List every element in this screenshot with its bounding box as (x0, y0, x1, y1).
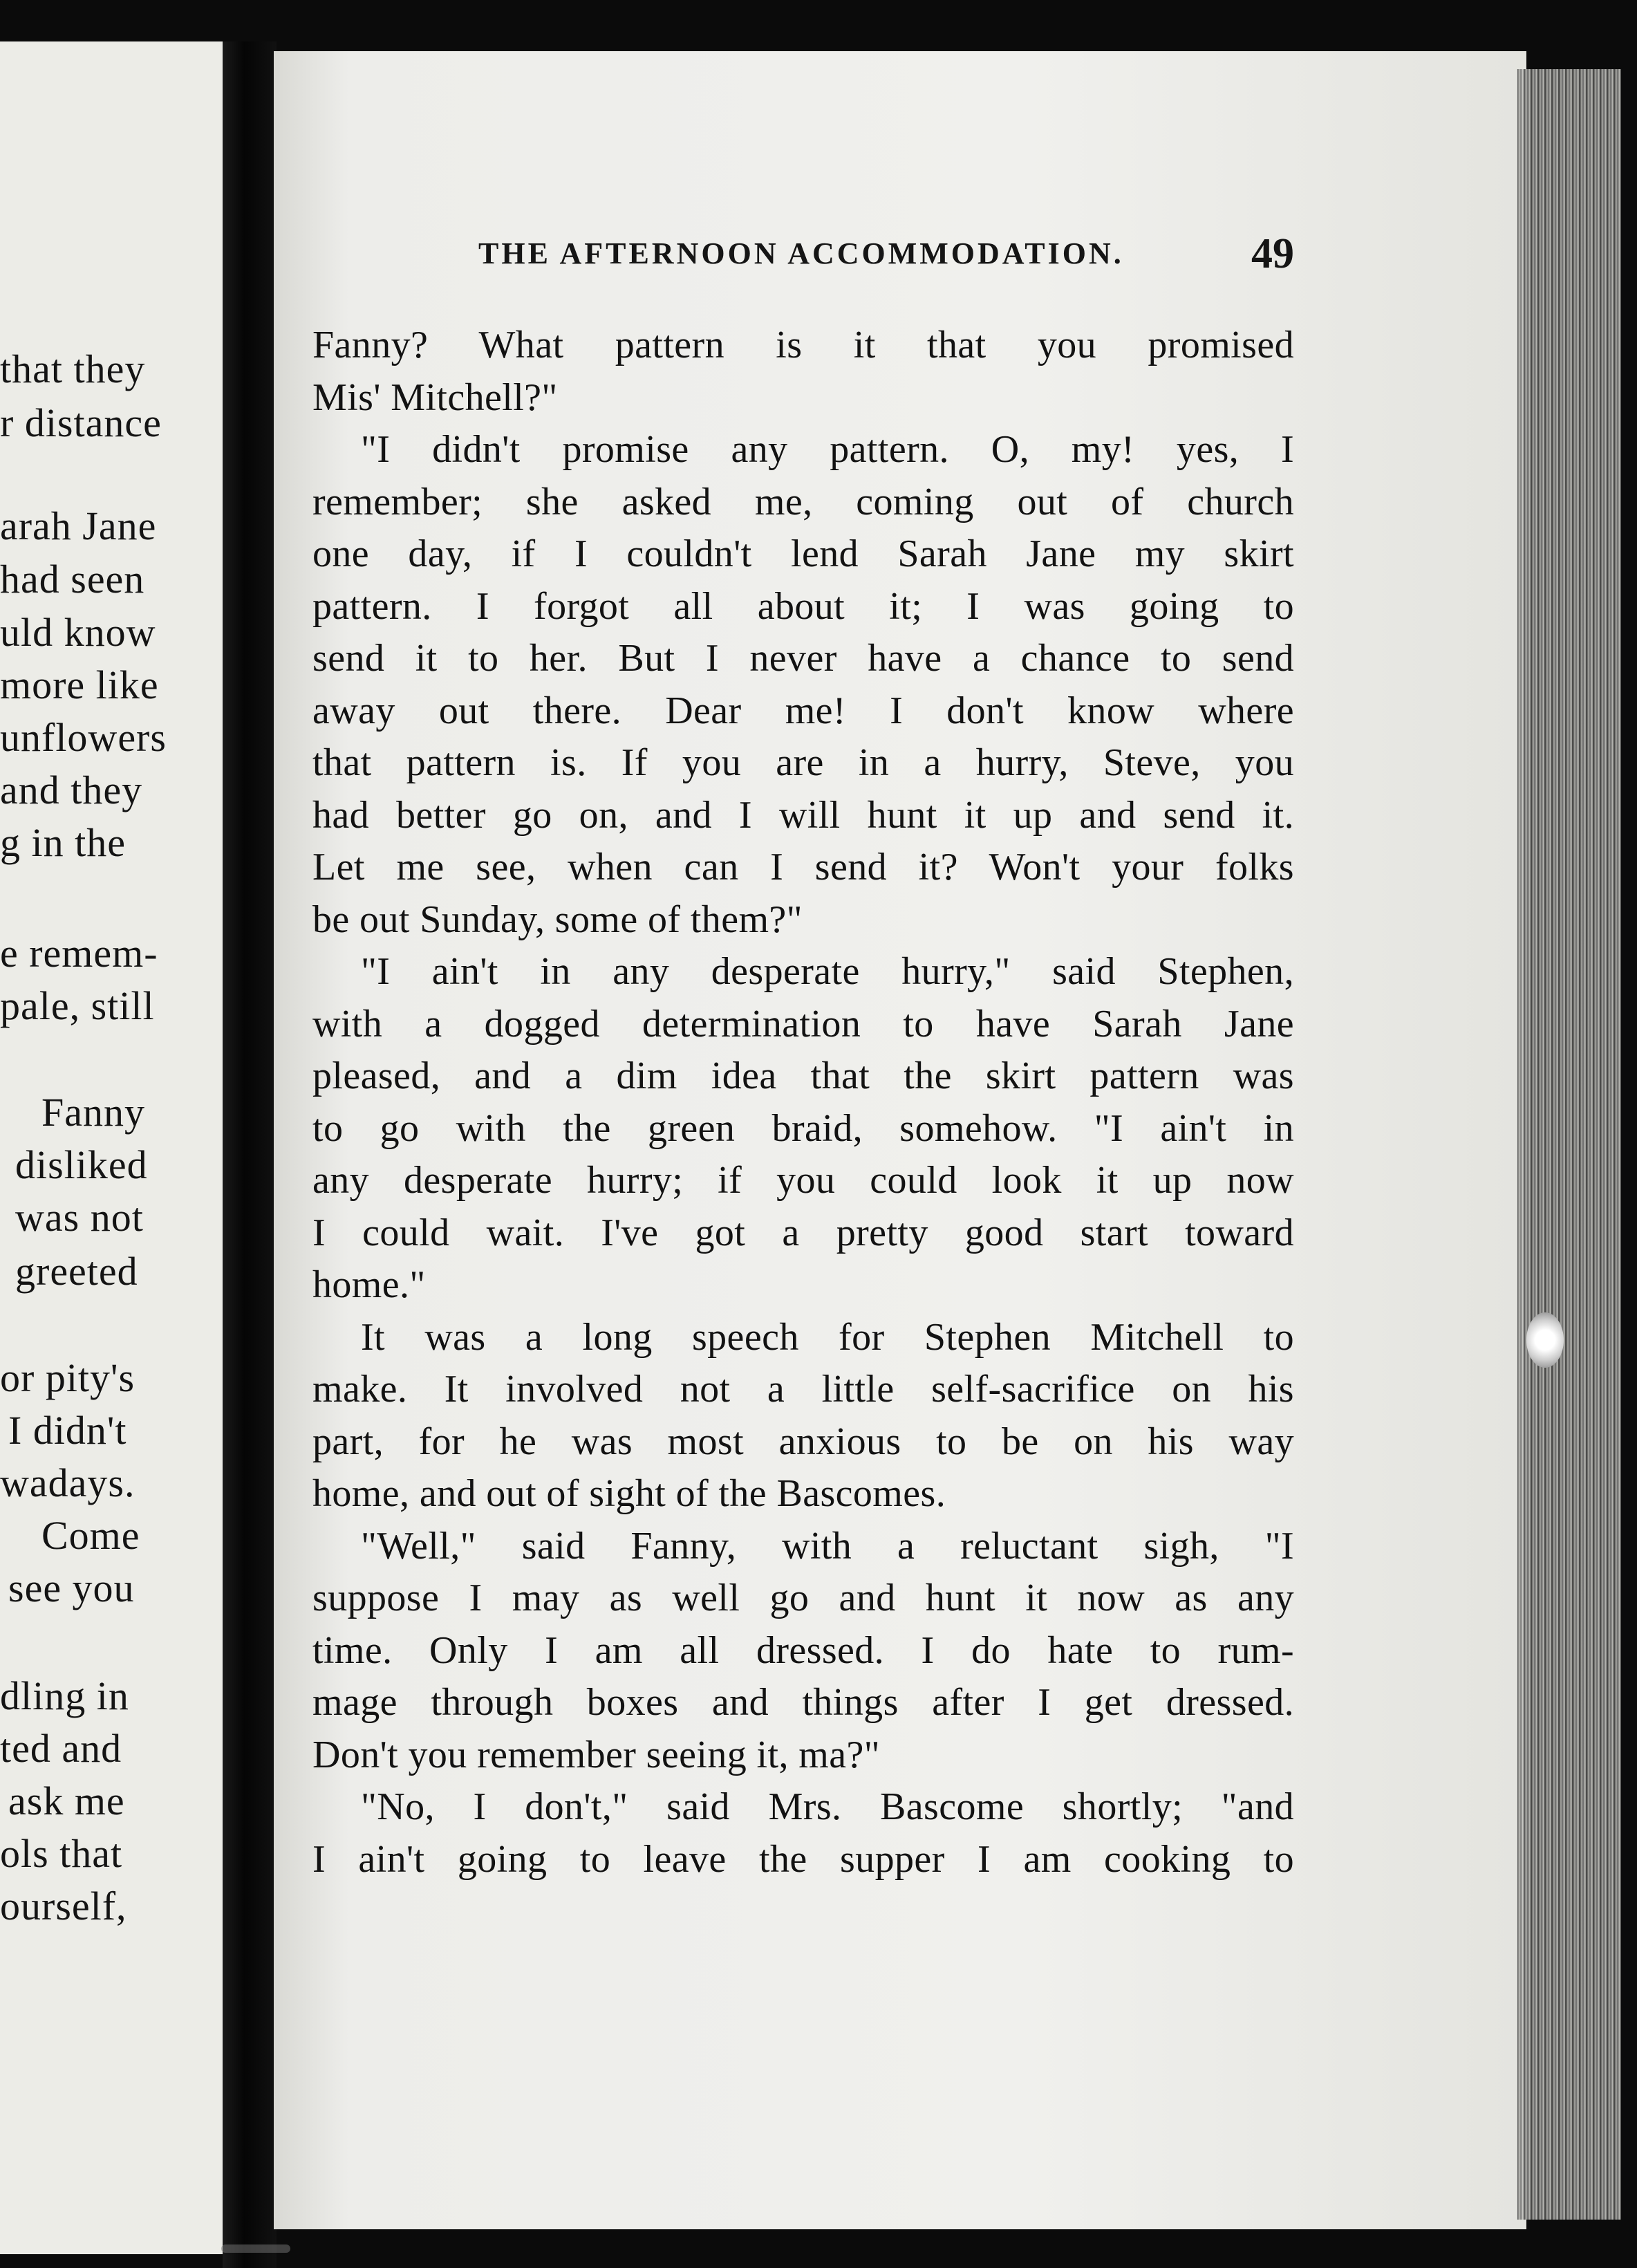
page-edges (1517, 69, 1621, 2220)
text-line: one day, if I couldn't lend Sarah Jane my skirt (312, 532, 1294, 575)
text-line: mage through boxes and things after I get dressed. (312, 1681, 1294, 1724)
left-page-line: ourself, (0, 1884, 127, 1928)
previous-page (0, 41, 228, 2254)
left-page-line: more like (0, 662, 159, 707)
text-line: send it to her. But I never have a chance to send (312, 637, 1294, 680)
left-page-line: Fanny (41, 1090, 145, 1135)
edge-mark (1526, 1312, 1564, 1368)
text-line: that pattern is. If you are in a hurry, Steve, you (312, 741, 1294, 784)
text-line: suppose I may as well go and hunt it now as any (312, 1577, 1294, 1619)
left-page-line: greeted (15, 1249, 138, 1294)
page-number: 49 (1251, 230, 1294, 277)
text-line: home." (312, 1263, 426, 1306)
text-line: with a dogged determination to have Sarah Jane (312, 1002, 1294, 1045)
text-line: Mis' Mitchell?" (312, 375, 558, 419)
left-page-line: disliked (15, 1142, 148, 1187)
book-gutter (223, 41, 277, 2268)
left-page-line: was not (15, 1195, 144, 1240)
text-line: be out Sunday, some of them?" (312, 898, 803, 941)
left-page-line: uld know (0, 610, 156, 655)
text-line: make. It involved not a little self-sacrifice on his (312, 1368, 1294, 1411)
paragraph-start: "No, I don't," said Mrs. Bascome shortly; "and (361, 1785, 1294, 1828)
left-page-line: Come (41, 1513, 140, 1558)
left-page-line: ols that (0, 1831, 123, 1876)
paragraph-start: "Well," said Fanny, with a reluctant sigh, "I (361, 1524, 1294, 1568)
left-page-line: had seen (0, 557, 145, 602)
text-line: any desperate hurry; if you could look it up now (312, 1159, 1294, 1202)
left-page-line: or pity's (0, 1355, 135, 1400)
scan-artifact (221, 2244, 290, 2253)
left-page-line: wadays. (0, 1460, 135, 1505)
paragraph-start: "I ain't in any desperate hurry," said Stephen, (361, 950, 1294, 993)
text-line: Let me see, when can I send it? Won't your folks (312, 846, 1294, 889)
text-line: away out there. Dear me! I don't know where (312, 689, 1294, 732)
text-line: time. Only I am all dressed. I do hate to rum- (312, 1628, 1294, 1672)
paragraph-start: "I didn't promise any pattern. O, my! yes, I (361, 428, 1294, 471)
text-line: home, and out of sight of the Bascomes. (312, 1472, 946, 1515)
left-page-line: arah Jane (0, 503, 157, 548)
body-text (312, 319, 1294, 1886)
text-line: Don't you remember seeing it, ma?" (312, 1733, 880, 1776)
text-line: part, for he was most anxious to be on his way (312, 1420, 1294, 1463)
running-head (478, 225, 1294, 275)
left-page-line: see you (8, 1565, 135, 1610)
left-page-line: dling in (0, 1673, 129, 1718)
text-line: had better go on, and I will hunt it up and send it. (312, 793, 1294, 837)
text-line: I could wait. I've got a pretty good start toward (312, 1211, 1294, 1254)
text-line: I ain't going to leave the supper I am cooking to (312, 1837, 1294, 1881)
left-page-line: that they (0, 346, 146, 391)
left-page-line: pale, still (0, 983, 155, 1028)
text-line: to go with the green braid, somehow. "I ain't in (312, 1106, 1294, 1150)
text-line: remember; she asked me, coming out of church (312, 480, 1294, 523)
text-line: pattern. I forgot all about it; I was going to (312, 584, 1294, 628)
left-page-line: and they (0, 768, 143, 812)
left-page-line: unflowers (0, 715, 167, 760)
running-head-title: THE AFTERNOON ACCOMMODATION. (478, 236, 1124, 270)
text-line: pleased, and a dim idea that the skirt pattern was (312, 1054, 1294, 1097)
left-page-line: g in the (0, 820, 126, 865)
left-page-line: e remem- (0, 931, 158, 976)
left-page-line: r distance (0, 400, 162, 445)
left-page-line: ask me (8, 1778, 125, 1823)
left-page-line: I didn't (8, 1408, 127, 1453)
paragraph-start: It was a long speech for Stephen Mitchell to (361, 1315, 1294, 1359)
left-page-line: ted and (0, 1726, 122, 1771)
text-line: Fanny? What pattern is it that you promised (312, 324, 1294, 366)
